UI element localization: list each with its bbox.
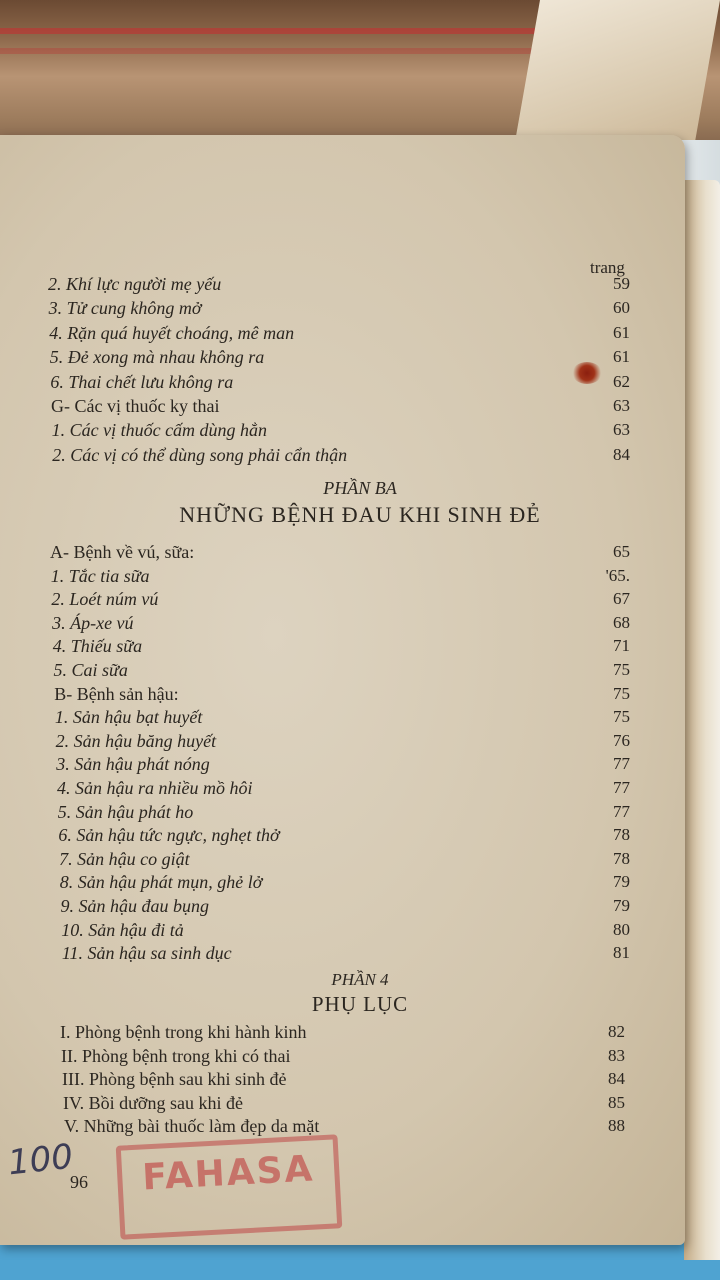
- toc-entry-title: G- Các vị thuốc ky thai: [51, 396, 220, 416]
- toc-entry-page: 75: [612, 707, 630, 727]
- toc-entry-title: 4. Rặn quá huyết choáng, mê man: [49, 322, 295, 343]
- toc-entry: [51, 566, 630, 592]
- toc-entry-title: 5. Cai sữa: [53, 660, 128, 680]
- toc-entry: [54, 684, 630, 710]
- toc-entry-page: 77: [612, 801, 630, 821]
- toc-entry-title: I. Phòng bệnh trong khi hành kinh: [60, 1022, 307, 1042]
- store-stamp: [116, 1134, 343, 1239]
- toc-entry-title: 6. Thai chết lưu không ra: [50, 371, 234, 392]
- toc-entry-title: 7. Sản hậu co giật: [59, 848, 190, 869]
- part4-title: PHỤ LỤC: [311, 992, 409, 1016]
- toc-entry: [51, 589, 630, 615]
- toc-entry-title: 2. Sản hậu băng huyết: [55, 730, 217, 751]
- toc-entry: [60, 1022, 625, 1048]
- toc-entry-page: 67: [612, 589, 630, 609]
- toc-entry-page: 84: [612, 444, 630, 464]
- page-stack-edge: [684, 180, 720, 1260]
- toc-entry-title: 2. Loét núm vú: [51, 589, 159, 610]
- toc-entry: [53, 636, 630, 662]
- toc-entry-title: IV. Bồi dưỡng sau khi đẻ: [63, 1092, 243, 1113]
- part4-kicker: PHẦN 4: [331, 970, 389, 989]
- toc-entry-page: 71: [612, 636, 630, 656]
- toc-entry-page: 75: [613, 660, 630, 679]
- toc-entry-title: 3. Tử cung không mở: [48, 298, 202, 319]
- toc-entry: [61, 920, 630, 946]
- toc-entry-page: 88: [608, 1116, 625, 1136]
- toc-entry-page: 61: [612, 347, 630, 367]
- toc-entry-title: 4. Thiếu sữa: [52, 636, 143, 657]
- toc-entry: [50, 542, 630, 568]
- toc-entry: [57, 778, 630, 804]
- toc-entry-page: 59: [613, 274, 630, 293]
- part3-title: NHỮNG BỆNH ĐAU KHI SINH ĐẺ: [179, 502, 541, 527]
- toc-entry-page: 81: [612, 943, 630, 963]
- toc-entry-page: 79: [613, 896, 630, 915]
- toc-entry: [52, 420, 630, 446]
- toc-entry-title: 11. Sản hậu sa sinh dục: [61, 943, 232, 964]
- toc-entry-page: 84: [608, 1069, 625, 1089]
- toc-entry-page: 60: [612, 298, 630, 318]
- toc-entry-page: 78: [612, 825, 630, 845]
- toc-entry: [49, 298, 630, 324]
- toc-entry: [64, 1116, 625, 1142]
- book-spine-band: [0, 48, 600, 54]
- toc-entry-page: 82: [608, 1022, 625, 1041]
- page-column-header: trang: [590, 258, 625, 277]
- toc-entry: [62, 943, 630, 969]
- toc-entry: [62, 1069, 625, 1095]
- toc-entry-page: 63: [612, 420, 630, 440]
- toc-entry-title: 3. Sản hậu phát nóng: [56, 754, 210, 775]
- toc-entry-title: V. Những bài thuốc làm đẹp da mặt: [64, 1116, 320, 1137]
- toc-entry-page: 80: [612, 919, 630, 939]
- toc-entry-title: 3. Áp-xe vú: [52, 612, 134, 633]
- toc-entry-page: 62: [612, 371, 630, 391]
- toc-entry-title: 2. Khí lực người mẹ yếu: [48, 274, 222, 294]
- toc-entry: [61, 896, 631, 922]
- toc-entry-page: 76: [612, 730, 630, 750]
- toc-entry-title: III. Phòng bệnh sau khi sinh đẻ: [62, 1069, 287, 1090]
- toc-entry: [58, 825, 630, 851]
- toc-entry-page: 63: [613, 396, 630, 415]
- toc-entry-page: 68: [612, 612, 630, 632]
- toc-entry-page: 78: [612, 848, 630, 868]
- toc-entry-page: 83: [608, 1045, 625, 1065]
- toc-entry: [56, 731, 630, 757]
- page-number: 96: [70, 1172, 88, 1192]
- toc-entry-title: 5. Đẻ xong mà nhau không ra: [49, 347, 265, 368]
- toc-entry: [55, 707, 630, 733]
- toc-entry: [48, 274, 630, 300]
- ink-blot: [572, 362, 602, 384]
- toc-entry-page: 61: [612, 322, 630, 342]
- toc-entry-title: 4. Sản hậu ra nhiều mồ hôi: [57, 778, 253, 798]
- toc-entry-title: 1. Các vị thuốc cấm dùng hẳn: [51, 420, 268, 441]
- book-spine-band: [0, 28, 600, 34]
- toc-entry: [61, 1046, 625, 1072]
- toc-entry: [52, 613, 630, 639]
- toc-entry-page: 85: [608, 1092, 625, 1112]
- toc-entry-title: 9. Sản hậu đau bụng: [60, 896, 209, 916]
- toc-entry-title: II. Phòng bệnh trong khi có thai: [61, 1045, 291, 1066]
- toc-entry: [58, 802, 630, 828]
- toc-entry: [52, 445, 630, 471]
- toc-entry-title: 1. Sản hậu bạt huyết: [54, 707, 203, 728]
- stamp-text: FAHASA: [141, 1148, 316, 1199]
- toc-entry-page: 77: [612, 754, 630, 774]
- toc-entry: [54, 660, 631, 686]
- toc-entry: [50, 372, 630, 398]
- toc-entry: [60, 872, 630, 898]
- toc-entry: [56, 754, 630, 780]
- toc-entry-title: A- Bệnh về vú, sữa:: [50, 542, 195, 562]
- toc-entry: [63, 1093, 625, 1119]
- toc-entry-title: B- Bệnh sản hậu:: [54, 683, 179, 704]
- toc-entry-title: 2. Các vị có thể dùng song phải cẩn thận: [52, 444, 348, 465]
- toc-entry: [49, 323, 630, 349]
- part3-kicker: PHẦN BA: [323, 478, 397, 498]
- toc-entry-title: 8. Sản hậu phát mụn, ghẻ lở: [59, 872, 263, 893]
- toc-entry-page: 65: [613, 542, 630, 561]
- toc-entry-page: '65.: [605, 565, 630, 585]
- toc-entry-page: 77: [613, 778, 630, 797]
- toc-entry: [51, 396, 630, 422]
- toc-entry-page: 75: [612, 683, 630, 703]
- toc-entry: [50, 347, 630, 373]
- toc-entry-title: 6. Sản hậu tức ngực, nghẹt thở: [58, 825, 280, 846]
- toc-entry-page: 79: [612, 872, 630, 892]
- toc-entry-title: 1. Tắc tia sữa: [50, 565, 150, 586]
- handwritten-note: 100: [6, 1136, 75, 1184]
- toc-entry-title: 10. Sản hậu đi tả: [61, 919, 184, 940]
- toc-entry-title: 5. Sản hậu phát ho: [57, 801, 194, 822]
- toc-entry: [59, 849, 630, 875]
